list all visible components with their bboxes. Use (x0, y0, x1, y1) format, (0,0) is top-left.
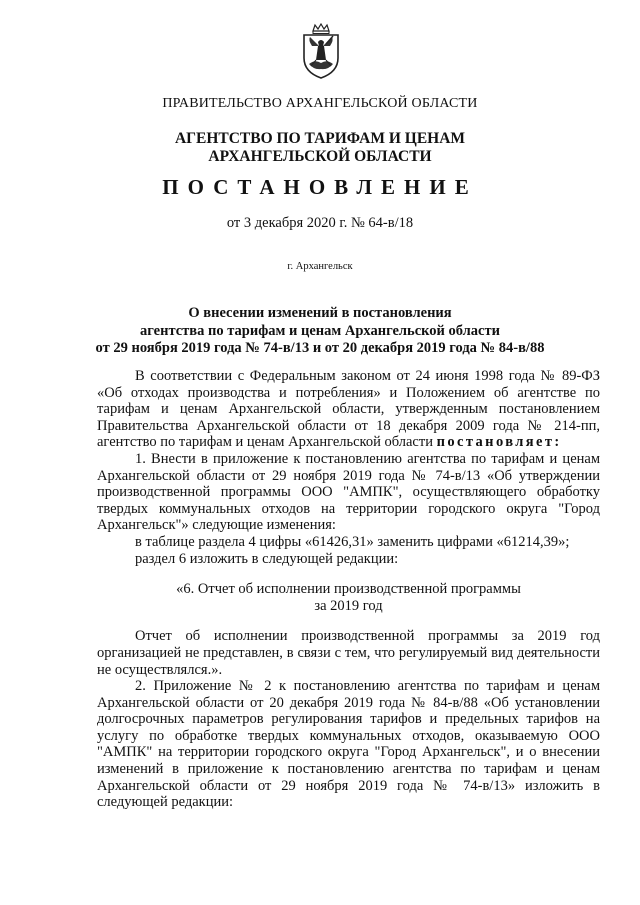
subject-line3: от 29 ноября 2019 года № 74-в/13 и от 20 декабря 2019 года № 84-в/88 (95, 340, 545, 356)
subject-line2: агентства по тарифам и ценам Архангельской области (140, 322, 500, 339)
date-and-number: от 3 декабря 2020 г. № 64-в/18 (226, 215, 414, 231)
agency-name-line1: АГЕНТСТВО ПО ТАРИФАМ И ЦЕНАМ (174, 130, 466, 147)
government-name: ПРАВИТЕЛЬСТВО АРХАНГЕЛЬСКОЙ ОБЛАСТИ (162, 96, 478, 111)
section-6-title (97, 581, 600, 614)
item-2: 2. Приложение № 2 к постановлению агентства по тарифам и ценам Архангельской области от 20 декабря 2019 года № 84-в/88 «Об установлении долгосрочных параметров регулирования тарифов и предельных тарифов на услугу по обработке твердых коммунальных отходов, оказываемую ООО "АМПК" на территории городского округа "Город Архангельск", и о внесении изменений в приложение к постановлению агентства по тарифам и ценам Архангельской области от 29 ноября 2019 года № 74-в/13» изложить в следующей редакции: (97, 678, 600, 811)
agency-name-line2: АРХАНГЕЛЬСКОЙ ОБЛАСТИ (208, 148, 432, 165)
city-name: г. Архангельск (287, 261, 353, 272)
document-type-title: ПОСТАНОВЛЕНИЕ (162, 175, 478, 199)
preamble-paragraph (97, 368, 600, 451)
agency-name (0, 130, 640, 166)
decree-word: постановляет: (436, 434, 562, 451)
section-6-text: Отчет об исполнении производственной программы за 2019 год организацией не представлен, в связи с тем, что регулируемый вид деятельности не осуществлялся.». (97, 628, 600, 678)
item-1b: раздел 6 изложить в следующей редакции: (135, 550, 399, 567)
subject-line1: О внесении изменений в постановления (188, 305, 452, 321)
document-subject (0, 305, 640, 358)
preamble-text: В соответствии с Федеральным законом от 24 июня 1998 года № 89-ФЗ «Об отходах производства и потребления» и Положением об агентстве по тарифам и ценам Архангельской области, утвержденным постановлением Правительства Архангельской области от 18 декабря 2009 года № 214-пп, агентство по тарифам и ценам Архангельской области (97, 368, 600, 451)
section-6-title-line1: «6. Отчет об исполнении производственной программы (176, 581, 521, 598)
item-1a: в таблице раздела 4 цифры «61426,31» заменить цифрами «61214,39»; (135, 533, 570, 550)
item-1: 1. Внести в приложение к постановлению агентства по тарифам и ценам Архангельской области от 29 ноября 2019 года № 74-в/13 «Об утверждении производственной программы ООО "АМПК", осуществляющего обработку твердых коммунальных отходов на территории городского округа "Город Архангельск"» следующие изменения: (97, 450, 600, 534)
section-6-title-line2: за 2019 год (314, 597, 383, 614)
arkhangelsk-coat-of-arms-icon (298, 22, 344, 80)
document-body (97, 368, 600, 811)
